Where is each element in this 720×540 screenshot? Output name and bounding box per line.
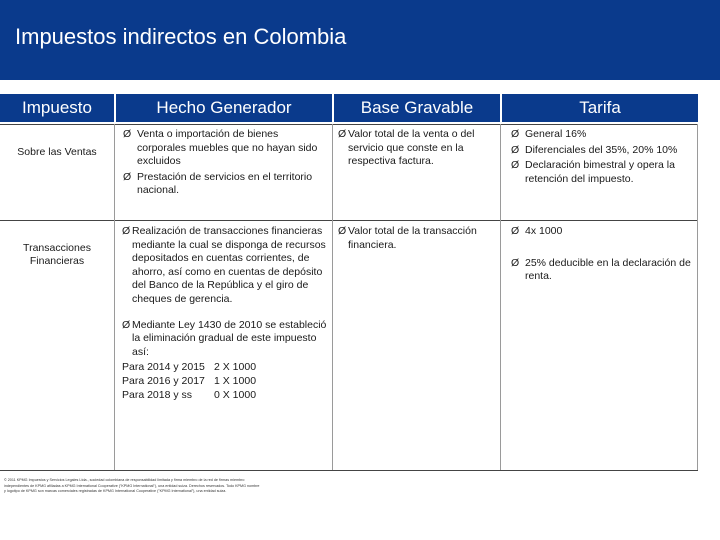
list-item: Ø General 16% — [511, 128, 587, 140]
copyright-footer: © 2011 KPMG Impuestos y Servicios Legales Ltda., sociedad colombiana de responsabilidad limitada y firma miembro de la red de firmas miembro independientes de KPMG afiliadas a KPMG International Cooperative ("KPMG International"), una entidad suiza. Derechos reservados. Todo KPMG nombre y logotipo de KPMG son marcas comerciales registradas de KPMG International Cooperative ("KPMG International"), una entidad suiza. — [4, 478, 260, 494]
arrow-bullet-icon: Ø — [122, 318, 131, 331]
hecho-generador-ventas — [122, 128, 328, 200]
column-divider — [500, 124, 501, 470]
arrow-bullet-icon: Ø — [122, 225, 131, 237]
column-divider — [697, 124, 698, 470]
title-bar — [0, 0, 720, 80]
column-divider — [114, 124, 115, 470]
arrow-bullet-icon: Ø — [511, 225, 520, 237]
column-divider — [332, 124, 333, 470]
table-rule — [0, 124, 698, 125]
list-item: Ø Prestación de servicios en el territorio nacional. — [123, 170, 313, 197]
list-item: Ø 4x 1000 — [511, 225, 563, 237]
list-item: Ø 25% deducible en la declaración de renta. — [511, 256, 691, 283]
table-rule — [0, 470, 698, 471]
base-gravable-ventas — [338, 128, 496, 171]
base-gravable-transacciones — [338, 225, 496, 254]
plan-row: Para 2018 y ss 0 X 1000 — [122, 388, 257, 401]
table-header — [0, 94, 698, 122]
arrow-bullet-icon: Ø — [338, 128, 347, 140]
list-item: Ø Venta o importación de bienes corporales muebles que no hayan sido excluidos — [123, 128, 318, 168]
tarifa-transacciones — [510, 225, 692, 286]
page-title: Impuestos indirectos en Colombia — [15, 24, 347, 49]
list-item: Ø Declaración bimestral y opera la retención del impuesto. — [511, 159, 675, 185]
column-header-hecho-generador: Hecho Generador — [156, 98, 292, 117]
row-label-ventas: Sobre las Ventas — [17, 146, 97, 158]
plan-row: Para 2016 y 2017 1 X 1000 — [122, 374, 257, 387]
column-header-tarifa: Tarifa — [579, 98, 621, 117]
row-label-transacciones: Transacciones Financieras — [23, 242, 91, 267]
arrow-bullet-icon: Ø — [511, 256, 520, 269]
tarifa-ventas — [510, 128, 692, 188]
arrow-bullet-icon: Ø — [511, 143, 520, 156]
table-rule — [0, 220, 698, 221]
column-header-impuesto: Impuesto — [22, 98, 92, 117]
arrow-bullet-icon: Ø — [338, 225, 347, 237]
arrow-bullet-icon: Ø — [511, 159, 520, 172]
arrow-bullet-icon: Ø — [123, 170, 132, 183]
arrow-bullet-icon: Ø — [123, 128, 132, 140]
hecho-generador-transacciones — [122, 225, 328, 402]
list-item: Ø Realización de transacciones financieras mediante la cual se disponga de recursos depositados en cuentas corrientes, de ahorro, así como en cuentas de depósito del Banco de la República y el giro de cheques de gerencia. — [122, 225, 326, 305]
list-item: Ø Mediante Ley 1430 de 2010 se estableció la eliminación gradual de este impuesto así: — [122, 318, 327, 358]
column-header-base-gravable: Base Gravable — [360, 98, 474, 117]
plan-row: Para 2014 y 2015 2 X 1000 — [122, 361, 257, 374]
list-item: Ø Valor total de la venta o del servicio que conste en la respectiva factura. — [338, 128, 475, 168]
list-item: Ø Diferenciales del 35%, 20% 10% — [511, 143, 678, 156]
arrow-bullet-icon: Ø — [511, 128, 520, 140]
list-item: Ø Valor total de la transacción financiera. — [338, 225, 477, 251]
